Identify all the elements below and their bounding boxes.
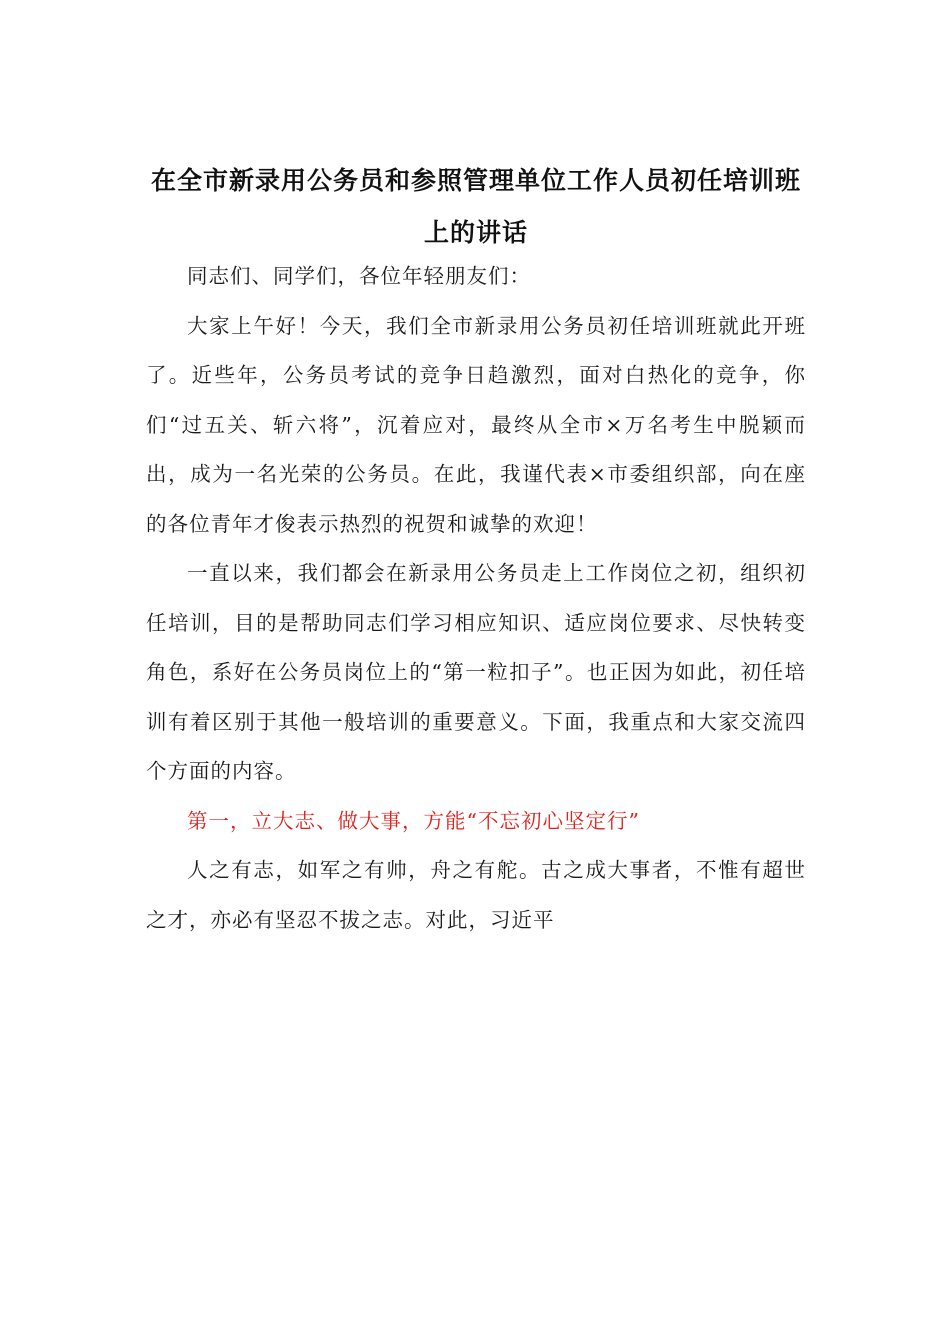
body-paragraph: 人之有志，如军之有帅，舟之有舵。古之成大事者，不惟有超世之才，亦必有坚忍不拔之志。对此，习近平 bbox=[146, 858, 806, 932]
body-paragraph: 一直以来，我们都会在新录用公务员走上工作岗位之初，组织初任培训，目的是帮助同志们学习相应知识、适应岗位要求、尽快转变角色，系好在公务员岗位上的“第一粒扣子”。也正因为如此，初任培训有着区别于其他一般培训的重要意义。下面，我重点和大家交流四个方面的内容。 bbox=[146, 561, 806, 783]
document-body bbox=[146, 252, 806, 945]
page-title bbox=[146, 155, 806, 259]
body-paragraph: 大家上午好！今天，我们全市新录用公务员初任培训班就此开班了。近些年，公务员考试的竞争日趋激烈，面对白热化的竞争，你们“过五关、斩六将”，沉着应对，最终从全市×万名考生中脱颖而出，成为一名光荣的公务员。在此，我谨代表×市委组织部，向在座的各位青年才俊表示热烈的祝贺和诚挚的欢迎！ bbox=[146, 313, 806, 536]
title-line-1: 在全市新录用公务员和参照管理单位工作人员初任培训班 bbox=[150, 165, 801, 195]
salutation-paragraph: 同志们、同学们，各位年轻朋友们： bbox=[187, 264, 531, 288]
section-heading: 第一，立大志、做大事，方能“不忘初心坚定行” bbox=[187, 808, 640, 833]
title-line-2: 上的讲话 bbox=[423, 217, 528, 247]
